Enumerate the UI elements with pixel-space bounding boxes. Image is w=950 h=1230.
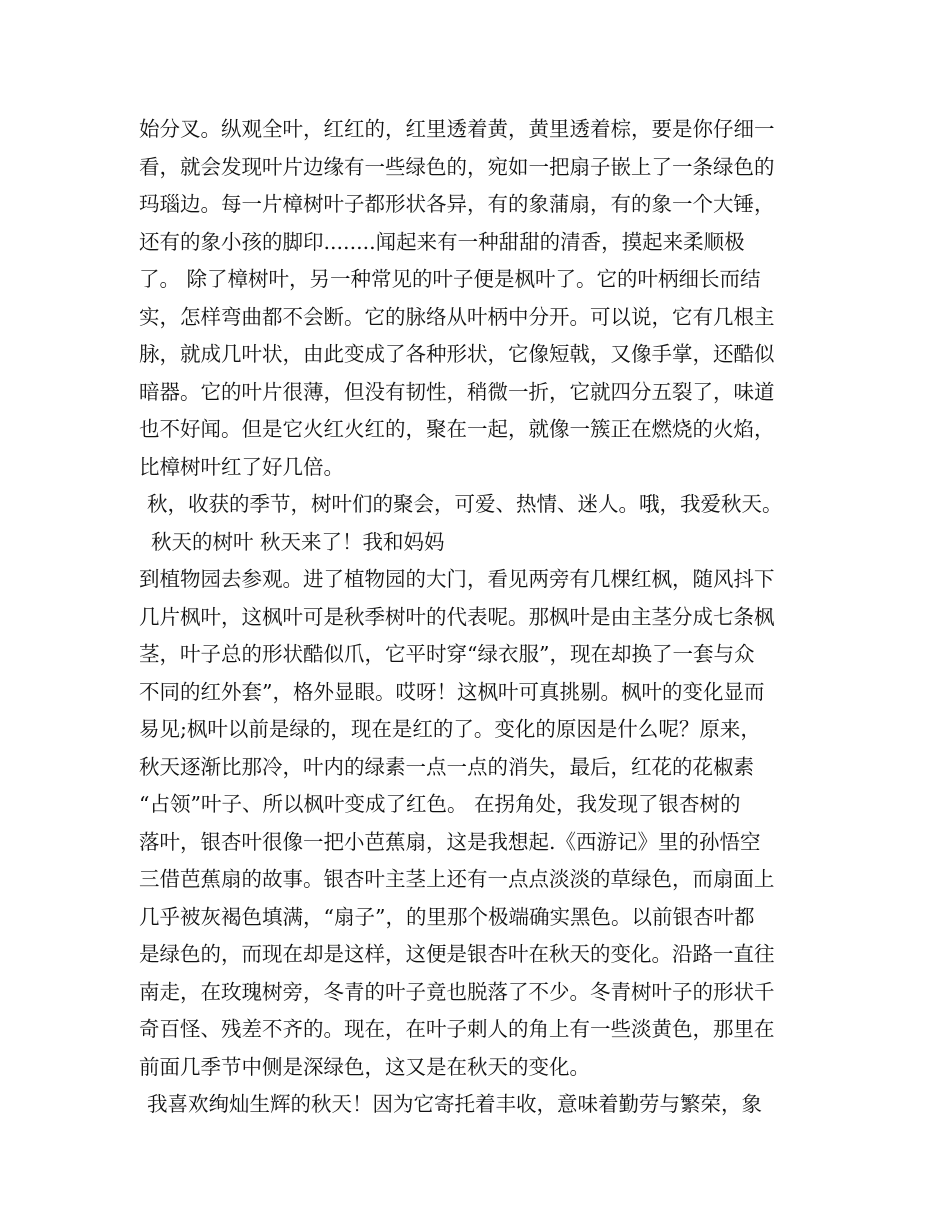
text-line: 三借芭蕉扇的故事。银杏叶主茎上还有一点点淡淡的草绿色，而扇面上 (139, 867, 775, 891)
text-line: 易见;枫叶以前是绿的，现在是红的了。变化的原因是什么呢？原来， (139, 717, 761, 741)
text-line: 玛瑙边。每一片樟树叶子都形状各异，有的象蒲扇，有的象一个大锤， (139, 192, 775, 216)
text-line: 了。 除了樟树叶，另一种常见的叶子便是枫叶了。它的叶柄细长而结 (139, 267, 761, 291)
text-line: 到植物园去参观。进了植物园的大门，看见两旁有几棵红枫，随风抖下 (139, 567, 775, 591)
text-line: 几乎被灰褐色填满，“扇子”，的里那个极端确实黑色。以前银杏叶都 (139, 904, 755, 929)
text-line: 秋天逐渐比那冷，叶内的绿素一点一点的消失，最后，红花的花椒素 (139, 754, 754, 779)
text-line: 茎，叶子总的形状酷似爪，它平时穿“绿衣服”，现在却换了一套与众 (139, 642, 755, 666)
text-line: 前面几季节中侧是深绿色，这又是在秋天的变化。 (139, 1054, 590, 1079)
text-line: 实，怎样弯曲都不会断。它的脉络从叶柄中分开。可以说，它有几根主 (139, 304, 775, 329)
text-line: 秋天的树叶 秋天来了！我和妈妈 (151, 529, 445, 554)
text-line: 暗器。它的叶片很薄，但没有韧性，稍微一折，它就四分五裂了，味道 (139, 379, 775, 404)
text-line: 看，就会发现叶片边缘有一些绿色的，宛如一把扇子嵌上了一条绿色的 (139, 154, 775, 179)
text-line: 是绿色的，而现在却是这样，这便是银杏叶在秋天的变化。沿路一直往 (139, 942, 775, 966)
text-line: 几片枫叶，这枫叶可是秋季树叶的代表呢。那枫叶是由主茎分成七条枫 (139, 604, 775, 629)
text-line: 落叶，银杏叶很像一把小芭蕉扇，这是我想起.《西游记》里的孙悟空 (139, 829, 761, 854)
document-body (139, 111, 829, 1124)
text-line: 也不好闻。但是它火红火红的，聚在一起，就像一簇正在燃烧的火焰， (139, 417, 775, 441)
text-line: 我喜欢绚灿生辉的秋天！因为它寄托着丰收，意味着勤劳与繁荣，象 (147, 1092, 762, 1116)
text-line: “占领”叶子、所以枫叶变成了红色。 在拐角处，我发现了银杏树的 (139, 792, 741, 816)
text-line: 南走，在玫瑰树旁，冬青的叶子竟也脱落了不少。冬青树叶子的形状千 (139, 979, 775, 1004)
text-line: 脉，就成几叶状，由此变成了各种形状，它像短戟，又像手掌，还酷似 (139, 342, 775, 366)
text-line: 不同的红外套”，格外显眼。哎呀！这枫叶可真挑剔。枫叶的变化显而 (139, 679, 765, 704)
text-line: 始分叉。纵观全叶，红红的，红里透着黄，黄里透着棕，要是你仔细一 (139, 117, 775, 141)
text-line: 还有的象小孩的脚印........闻起来有一种甜甜的清香，摸起来柔顺极 (139, 229, 745, 254)
text-line: 比樟树叶红了好几倍。 (139, 454, 344, 479)
text-line: 秋，收获的季节，树叶们的聚会，可爱、热情、迷人。哦，我爱秋天。 (147, 492, 783, 516)
text-line: 奇百怪、残差不齐的。现在，在叶子刺人的角上有一些淡黄色，那里在 (139, 1017, 775, 1041)
